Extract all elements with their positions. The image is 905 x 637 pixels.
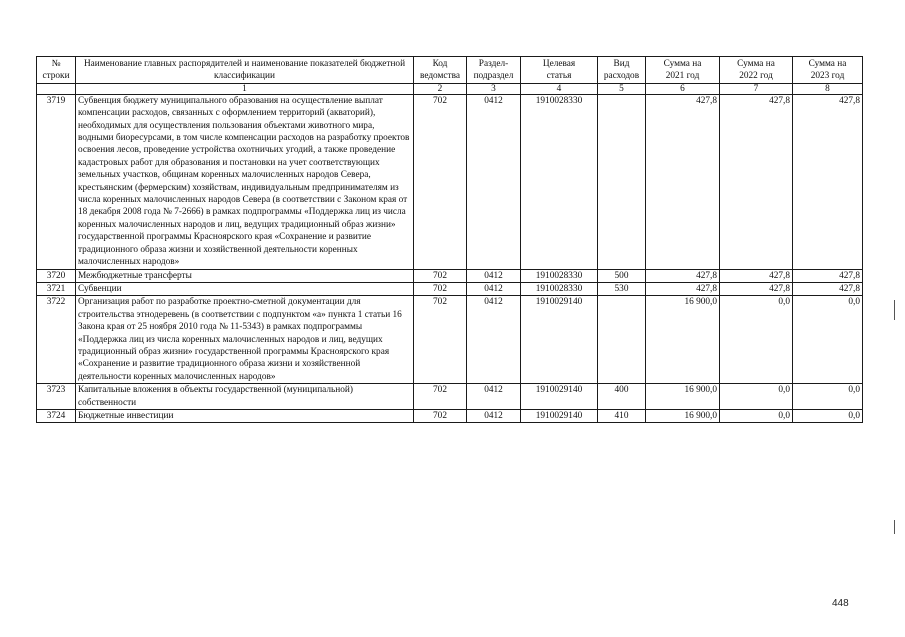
row-sum-2022: 0,0 [720, 296, 793, 384]
row-target-item: 1910029140 [521, 409, 598, 422]
row-sum-2023: 427,8 [793, 94, 863, 269]
row-department-code: 702 [414, 409, 467, 422]
table-row [37, 282, 863, 295]
row-department-code: 702 [414, 282, 467, 295]
table-row [37, 296, 863, 384]
row-expense-type [598, 94, 646, 269]
row-sum-2021: 16 900,0 [646, 409, 720, 422]
row-sum-2023: 0,0 [793, 296, 863, 384]
row-sum-2021: 427,8 [646, 269, 720, 282]
row-target-item: 1910028330 [521, 94, 598, 269]
row-name: Межбюджетные трансферты [76, 269, 414, 282]
scan-edge-mark [894, 300, 895, 320]
row-name: Субвенция бюджету муниципального образования на осуществление выплат компенсации расходов, связанных с оформлением территорий (акваторий), необходимых для осуществления пользования объектами животного мира, водными биоресурсами, в том числе компенсации расходов на разработку проектов освоения лесов, проведение устройства охотничьих угодий, а также проведение кадастровых работ для образования и постановки на учет соответствующих земельных участков, общинам коренных малочисленных народов Севера, крестьянским (фермерским) хозяйствам, индивидуальным предпринимателям из числа коренных малочисленных народов Севера (в соответствии с Законом края от 18 декабря 2008 года № 7-2666) в рамках подпрограммы «Поддержка лиц из числа коренных малочисленных народов и лиц, ведущих традиционный образ жизни» государственной программы Красноярского края «Сохранение и развитие традиционного образа жизни и хозяйственной деятельности коренных малочисленных народов» [76, 94, 414, 269]
row-number: 3719 [37, 94, 76, 269]
row-sum-2023: 427,8 [793, 269, 863, 282]
row-number: 3722 [37, 296, 76, 384]
row-number: 3724 [37, 409, 76, 422]
row-number: 3720 [37, 269, 76, 282]
row-number: 3721 [37, 282, 76, 295]
column-number: 3 [467, 83, 521, 94]
column-number: 7 [720, 83, 793, 94]
row-sum-2021: 16 900,0 [646, 296, 720, 384]
row-name: Организация работ по разработке проектно-сметной документации для строительства этнодеревень (в соответствии с подпунктом «а» пункта 1 статьи 16 Закона края от 25 ноября 2010 года № 11-5343) в рамках подпрограммы «Поддержка лиц из числа коренных малочисленных народов и лиц, ведущих традиционный образ жизни» государственной программы Красноярского края «Сохранение и развитие традиционного образа жизни и хозяйственной деятельности коренных малочисленных народов» [76, 296, 414, 384]
header-row [37, 57, 863, 84]
scan-edge-mark [894, 520, 895, 534]
table-row [37, 409, 863, 422]
row-sum-2023: 427,8 [793, 282, 863, 295]
header-row-number: № строки [37, 57, 76, 84]
row-number: 3723 [37, 384, 76, 410]
row-section: 0412 [467, 269, 521, 282]
row-sum-2022: 427,8 [720, 94, 793, 269]
row-sum-2023: 0,0 [793, 384, 863, 410]
column-number: 5 [598, 83, 646, 94]
row-expense-type [598, 296, 646, 384]
row-sum-2021: 16 900,0 [646, 384, 720, 410]
row-name: Капитальные вложения в объекты государственной (муниципальной) собственности [76, 384, 414, 410]
header-target-item: Целевая статья [521, 57, 598, 84]
row-target-item: 1910029140 [521, 384, 598, 410]
header-section: Раздел- подраздел [467, 57, 521, 84]
header-name: Наименование главных распорядителей и наименование показателей бюджетной классификации [76, 57, 414, 84]
row-sum-2022: 0,0 [720, 384, 793, 410]
row-sum-2021: 427,8 [646, 94, 720, 269]
row-section: 0412 [467, 94, 521, 269]
header-expense-type: Вид расходов [598, 57, 646, 84]
row-sum-2021: 427,8 [646, 282, 720, 295]
row-department-code: 702 [414, 269, 467, 282]
row-name: Бюджетные инвестиции [76, 409, 414, 422]
row-section: 0412 [467, 409, 521, 422]
page-number: 448 [832, 598, 849, 609]
table-row [37, 94, 863, 269]
row-name: Субвенции [76, 282, 414, 295]
table-row [37, 384, 863, 410]
row-department-code: 702 [414, 384, 467, 410]
row-expense-type: 410 [598, 409, 646, 422]
row-expense-type: 530 [598, 282, 646, 295]
header-department-code: Код ведомства [414, 57, 467, 84]
row-department-code: 702 [414, 94, 467, 269]
table-row [37, 269, 863, 282]
row-section: 0412 [467, 282, 521, 295]
column-number: 6 [646, 83, 720, 94]
column-number-row [37, 83, 863, 94]
column-number: 2 [414, 83, 467, 94]
row-sum-2022: 427,8 [720, 282, 793, 295]
row-expense-type: 500 [598, 269, 646, 282]
row-target-item: 1910028330 [521, 282, 598, 295]
row-expense-type: 400 [598, 384, 646, 410]
row-section: 0412 [467, 384, 521, 410]
header-sum-2023: Сумма на 2023 год [793, 57, 863, 84]
row-department-code: 702 [414, 296, 467, 384]
column-number: 1 [76, 83, 414, 94]
budget-table [36, 56, 863, 423]
row-sum-2022: 427,8 [720, 269, 793, 282]
row-sum-2022: 0,0 [720, 409, 793, 422]
column-number: 4 [521, 83, 598, 94]
column-number [37, 83, 76, 94]
header-sum-2021: Сумма на 2021 год [646, 57, 720, 84]
header-sum-2022: Сумма на 2022 год [720, 57, 793, 84]
row-sum-2023: 0,0 [793, 409, 863, 422]
row-target-item: 1910029140 [521, 296, 598, 384]
row-section: 0412 [467, 296, 521, 384]
column-number: 8 [793, 83, 863, 94]
row-target-item: 1910028330 [521, 269, 598, 282]
